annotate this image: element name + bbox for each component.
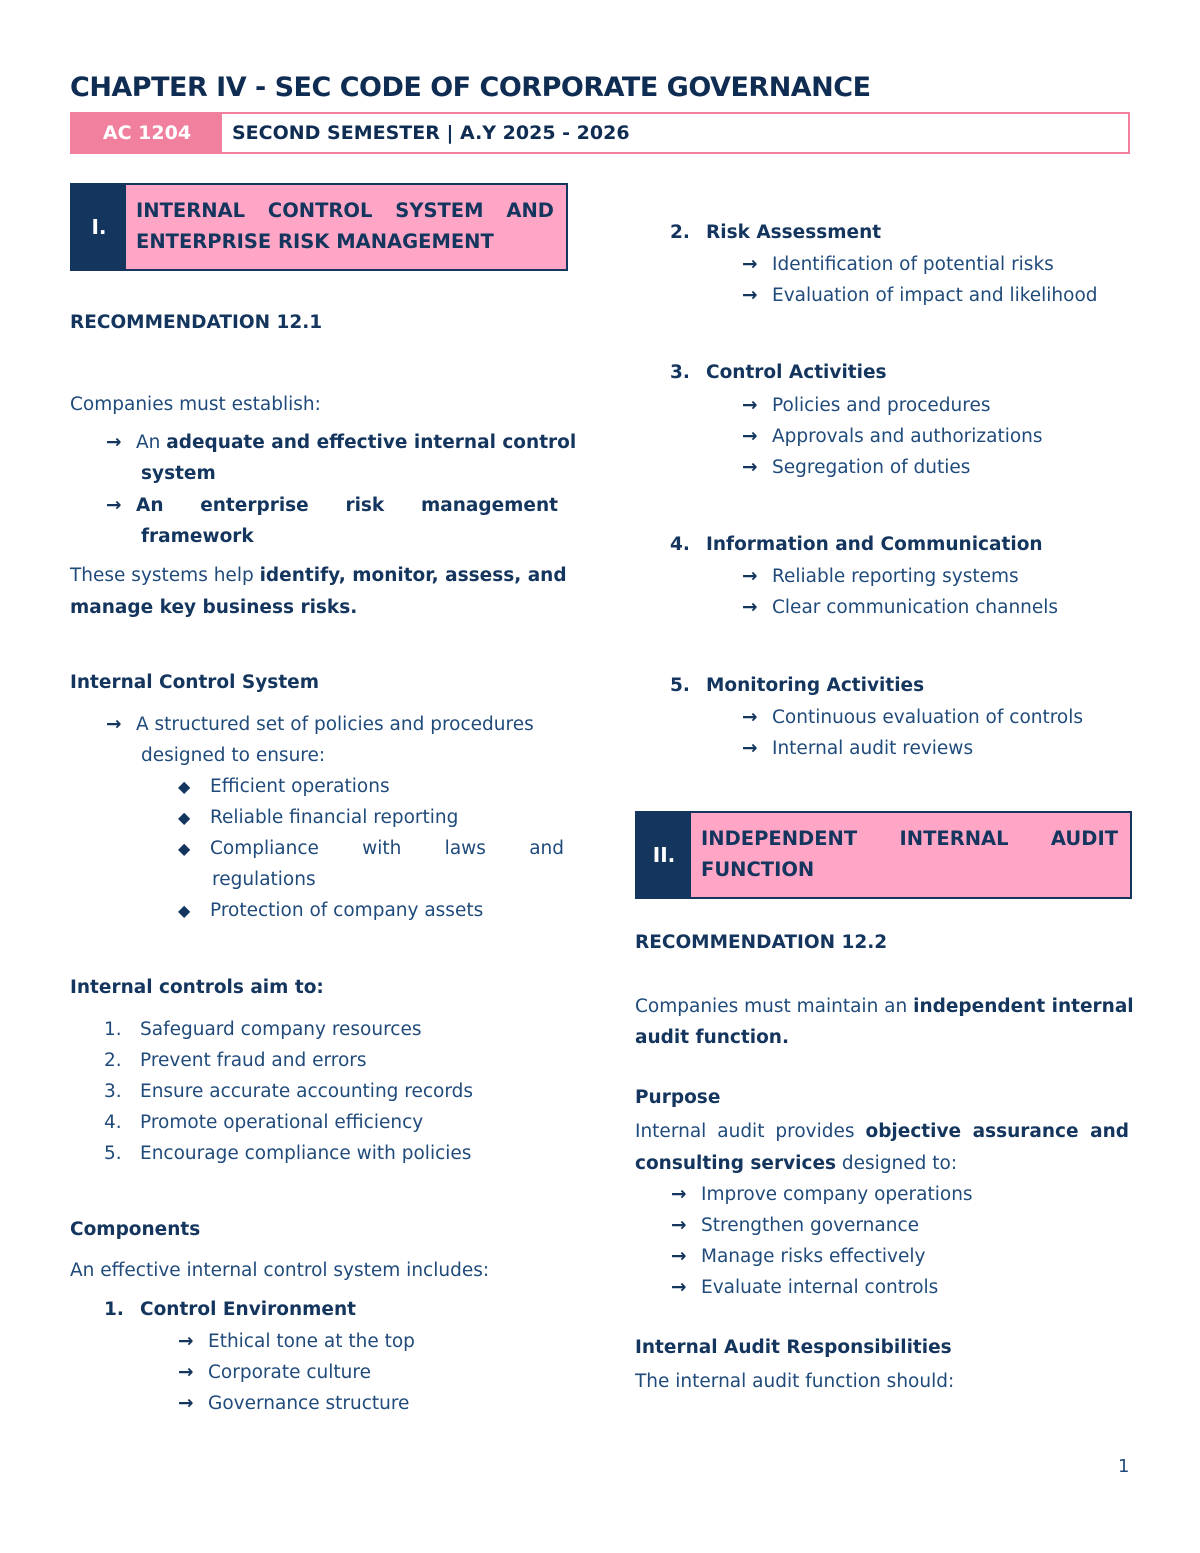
summary-text-continued: manage key business risks bbox=[70, 597, 351, 618]
section-2-title-line2: FUNCTION bbox=[701, 858, 815, 881]
list-item: ◆ Protection of company assets bbox=[178, 895, 483, 926]
arrow-icon: → bbox=[742, 566, 758, 587]
component-3-title: 3. Control Activities bbox=[670, 362, 887, 383]
internal-control-system-heading: Internal Control System bbox=[70, 672, 319, 693]
list-item: ◆ Efficient operations bbox=[178, 771, 390, 802]
list-item: 2. Prevent fraud and errors bbox=[104, 1050, 367, 1071]
list-item: → Evaluate internal controls bbox=[671, 1272, 938, 1303]
recommendation-12-1: RECOMMENDATION 12.1 bbox=[70, 312, 323, 333]
list-item: → An adequate and effective internal control bbox=[106, 427, 566, 458]
list-item: → Internal audit reviews bbox=[742, 733, 973, 764]
list-item: → Continuous evaluation of controls bbox=[742, 702, 1083, 733]
section-1-header bbox=[70, 183, 568, 271]
list-item: → Evaluation of impact and likelihood bbox=[742, 280, 1098, 311]
arrow-icon: → bbox=[178, 1393, 194, 1414]
arrow-icon: → bbox=[106, 495, 122, 516]
list-item-continued: system bbox=[141, 463, 216, 484]
responsibilities-intro: The internal audit function should: bbox=[635, 1371, 955, 1392]
list-item: → An enterprise risk management bbox=[106, 490, 564, 521]
arrow-icon: → bbox=[106, 432, 122, 453]
list-item: → Manage risks effectively bbox=[671, 1241, 925, 1272]
list-item: 5. Encourage compliance with policies bbox=[104, 1143, 472, 1164]
list-item-continued: regulations bbox=[212, 869, 316, 890]
list-item: → Segregation of duties bbox=[742, 452, 970, 483]
list-item: 3. Ensure accurate accounting records bbox=[104, 1081, 474, 1102]
arrow-icon: → bbox=[742, 597, 758, 618]
arrow-icon: → bbox=[671, 1184, 687, 1205]
arrow-icon: → bbox=[742, 254, 758, 275]
arrow-icon: → bbox=[742, 395, 758, 416]
list-item: → Ethical tone at the top bbox=[178, 1326, 415, 1357]
diamond-icon: ◆ bbox=[178, 777, 191, 796]
component-4-title: 4. Information and Communication bbox=[670, 534, 1043, 555]
list-item-continued: designed to ensure: bbox=[141, 745, 326, 766]
diamond-icon: ◆ bbox=[178, 839, 191, 858]
semester-label: SECOND SEMESTER | A.Y 2025 - 2026 bbox=[232, 122, 630, 144]
list-item: → Identification of potential risks bbox=[742, 249, 1054, 280]
components-intro: An effective internal control system includes: bbox=[70, 1260, 490, 1281]
section-1-title-line2: ENTERPRISE RISK MANAGEMENT bbox=[136, 230, 494, 253]
list-item: → Clear communication channels bbox=[742, 592, 1058, 623]
page-title: CHAPTER IV - SEC CODE OF CORPORATE GOVERNANCE bbox=[70, 72, 871, 103]
section-1-number: I. bbox=[72, 185, 126, 269]
summary-text: These systems help identify, monitor, assess, and bbox=[70, 565, 567, 586]
course-code: AC 1204 bbox=[72, 114, 222, 152]
diamond-icon: ◆ bbox=[178, 901, 191, 920]
component-1-title: 1. Control Environment bbox=[104, 1299, 356, 1320]
list-item: → Policies and procedures bbox=[742, 390, 991, 421]
list-item: → Corporate culture bbox=[178, 1357, 371, 1388]
list-item: → A structured set of policies and procedures bbox=[106, 709, 534, 740]
arrow-icon: → bbox=[671, 1215, 687, 1236]
arrow-icon: → bbox=[742, 426, 758, 447]
list-item: → Reliable reporting systems bbox=[742, 561, 1019, 592]
list-item: ◆ Compliance with laws and bbox=[178, 833, 566, 864]
aims-heading: Internal controls aim to: bbox=[70, 977, 324, 998]
arrow-icon: → bbox=[742, 707, 758, 728]
purpose-text-continued: consulting services bbox=[635, 1153, 837, 1174]
responsibilities-heading: Internal Audit Responsibilities bbox=[635, 1337, 952, 1358]
component-2-title: 2. Risk Assessment bbox=[670, 222, 882, 243]
establish-intro: Companies must establish: bbox=[70, 394, 321, 415]
section-2-title-line1: INDEPENDENT INTERNAL AUDIT bbox=[701, 827, 1118, 850]
page-number: 1 bbox=[1118, 1456, 1130, 1477]
components-heading: Components bbox=[70, 1219, 201, 1240]
audit-intro: Companies must maintain an independent internal bbox=[635, 996, 1134, 1017]
arrow-icon: → bbox=[106, 714, 122, 735]
recommendation-12-2: RECOMMENDATION 12.2 bbox=[635, 932, 888, 953]
arrow-icon: → bbox=[671, 1277, 687, 1298]
section-2-number: II. bbox=[637, 813, 691, 897]
component-5-title: 5. Monitoring Activities bbox=[670, 675, 925, 696]
course-band bbox=[70, 112, 1130, 154]
purpose-heading: Purpose bbox=[635, 1087, 721, 1108]
list-item: → Approvals and authorizations bbox=[742, 421, 1043, 452]
arrow-icon: → bbox=[178, 1362, 194, 1383]
section-2-header bbox=[635, 811, 1132, 899]
list-item: → Strengthen governance bbox=[671, 1210, 919, 1241]
arrow-icon: → bbox=[742, 457, 758, 478]
list-item: 1. Safeguard company resources bbox=[104, 1019, 422, 1040]
arrow-icon: → bbox=[671, 1246, 687, 1267]
arrow-icon: → bbox=[742, 738, 758, 759]
list-item: → Improve company operations bbox=[671, 1179, 973, 1210]
list-item: ◆ Reliable financial reporting bbox=[178, 802, 458, 833]
audit-intro-continued: audit function bbox=[635, 1027, 782, 1048]
purpose-text: Internal audit provides objective assurance and bbox=[635, 1121, 1129, 1142]
list-item: → Governance structure bbox=[178, 1388, 409, 1419]
list-item-continued: framework bbox=[141, 526, 254, 547]
list-item: 4. Promote operational efficiency bbox=[104, 1112, 424, 1133]
arrow-icon: → bbox=[178, 1331, 194, 1352]
arrow-icon: → bbox=[742, 285, 758, 306]
section-1-title-line1: INTERNAL CONTROL SYSTEM AND bbox=[136, 199, 554, 222]
diamond-icon: ◆ bbox=[178, 808, 191, 827]
